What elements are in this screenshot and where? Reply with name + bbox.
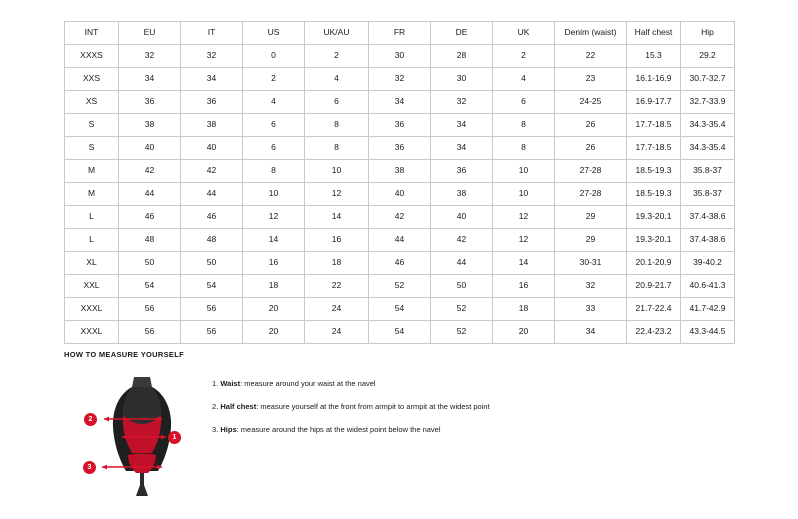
measure-notes-list	[212, 369, 490, 448]
table-cell: 41.7-42.9	[681, 298, 735, 321]
table-cell: 44	[119, 183, 181, 206]
table-cell: 10	[305, 160, 369, 183]
table-cell: 4	[493, 68, 555, 91]
table-cell: 32	[431, 91, 493, 114]
table-cell: 34	[181, 68, 243, 91]
table-cell: 27-28	[555, 183, 627, 206]
table-row	[65, 206, 735, 229]
note-text: : measure around your waist at the navel	[240, 379, 376, 388]
table-cell: 20	[493, 321, 555, 344]
table-cell: 14	[305, 206, 369, 229]
table-cell: 16.1-16.9	[627, 68, 681, 91]
table-cell: 34	[431, 137, 493, 160]
table-cell: 36	[181, 91, 243, 114]
table-cell: 36	[119, 91, 181, 114]
table-cell: 50	[119, 252, 181, 275]
table-cell: 22	[305, 275, 369, 298]
table-cell: 42	[181, 160, 243, 183]
table-cell: 12	[493, 206, 555, 229]
table-cell: 30.7-32.7	[681, 68, 735, 91]
how-to-measure-section	[64, 350, 734, 499]
measure-badge-1: 1	[168, 431, 181, 444]
table-cell: 6	[305, 91, 369, 114]
table-cell: 12	[493, 229, 555, 252]
table-cell: 44	[181, 183, 243, 206]
table-cell: 24	[305, 298, 369, 321]
table-cell: 44	[431, 252, 493, 275]
table-cell: 22.4-23.2	[627, 321, 681, 344]
table-cell: 52	[431, 298, 493, 321]
table-cell: 37.4-38.6	[681, 229, 735, 252]
table-row	[65, 321, 735, 344]
measure-badge-3: 3	[83, 461, 96, 474]
table-cell: 40	[181, 137, 243, 160]
table-cell: 29	[555, 206, 627, 229]
table-cell: 54	[119, 275, 181, 298]
table-cell: 30	[369, 45, 431, 68]
table-cell: 36	[431, 160, 493, 183]
table-cell: 34	[431, 114, 493, 137]
table-cell: 29.2	[681, 45, 735, 68]
table-cell: 16	[493, 275, 555, 298]
note-text: : measure around the hips at the widest point below the navel	[236, 425, 441, 434]
table-cell: 18	[493, 298, 555, 321]
table-cell: 18.5-19.3	[627, 183, 681, 206]
table-cell: 46	[369, 252, 431, 275]
table-cell: 32	[119, 45, 181, 68]
table-cell: 26	[555, 114, 627, 137]
column-header: Hip	[681, 22, 735, 45]
table-cell: 50	[181, 252, 243, 275]
table-row	[65, 114, 735, 137]
note-term: Waist	[220, 379, 241, 388]
size-label-cell: M	[65, 183, 119, 206]
size-label-cell: XXXL	[65, 298, 119, 321]
table-cell: 35.8-37	[681, 160, 735, 183]
measure-note	[212, 425, 490, 434]
table-row	[65, 45, 735, 68]
table-cell: 35.8-37	[681, 183, 735, 206]
table-cell: 29	[555, 229, 627, 252]
measure-note	[212, 379, 490, 388]
note-text: : measure yourself at the front from armpit to armpit at the widest point	[256, 402, 490, 411]
note-term: Half chest	[220, 402, 257, 411]
table-cell: 34.3-35.4	[681, 114, 735, 137]
table-cell: 20	[243, 321, 305, 344]
table-cell: 30-31	[555, 252, 627, 275]
table-cell: 16	[305, 229, 369, 252]
table-cell: 8	[493, 137, 555, 160]
note-number: 2.	[212, 402, 219, 411]
table-cell: 32	[369, 68, 431, 91]
size-label-cell: M	[65, 160, 119, 183]
table-cell: 30	[431, 68, 493, 91]
table-cell: 20.1-20.9	[627, 252, 681, 275]
table-cell: 36	[369, 137, 431, 160]
table-row	[65, 298, 735, 321]
table-cell: 26	[555, 137, 627, 160]
column-header: DE	[431, 22, 493, 45]
table-cell: 27-28	[555, 160, 627, 183]
table-cell: 20	[243, 298, 305, 321]
mannequin-figure-icon	[82, 369, 202, 499]
size-label-cell: XXL	[65, 275, 119, 298]
column-header: Half chest	[627, 22, 681, 45]
table-cell: 43.3-44.5	[681, 321, 735, 344]
column-header: FR	[369, 22, 431, 45]
column-header: UK	[493, 22, 555, 45]
table-cell: 15.3	[627, 45, 681, 68]
note-number: 3.	[212, 425, 219, 434]
table-cell: 40.6-41.3	[681, 275, 735, 298]
table-cell: 40	[119, 137, 181, 160]
table-row	[65, 252, 735, 275]
table-cell: 8	[493, 114, 555, 137]
table-body	[65, 45, 735, 344]
table-cell: 8	[243, 160, 305, 183]
table-cell: 18	[305, 252, 369, 275]
table-cell: 34.3-35.4	[681, 137, 735, 160]
table-cell: 40	[431, 206, 493, 229]
table-cell: 56	[181, 321, 243, 344]
table-cell: 4	[305, 68, 369, 91]
table-cell: 37.4-38.6	[681, 206, 735, 229]
size-table-container	[64, 21, 734, 344]
table-row	[65, 160, 735, 183]
table-row	[65, 68, 735, 91]
table-cell: 20.9-21.7	[627, 275, 681, 298]
table-cell: 24-25	[555, 91, 627, 114]
table-cell: 48	[119, 229, 181, 252]
table-cell: 2	[243, 68, 305, 91]
table-cell: 42	[369, 206, 431, 229]
column-header: US	[243, 22, 305, 45]
mannequin-illustration	[82, 369, 202, 499]
table-cell: 10	[243, 183, 305, 206]
size-label-cell: L	[65, 229, 119, 252]
size-label-cell: XXS	[65, 68, 119, 91]
table-cell: 0	[243, 45, 305, 68]
table-cell: 54	[369, 298, 431, 321]
table-cell: 24	[305, 321, 369, 344]
table-cell: 42	[431, 229, 493, 252]
column-header: UK/AU	[305, 22, 369, 45]
table-cell: 38	[431, 183, 493, 206]
measure-badge-2: 2	[84, 413, 97, 426]
column-header: Denim (waist)	[555, 22, 627, 45]
table-cell: 52	[431, 321, 493, 344]
table-cell: 12	[243, 206, 305, 229]
size-label-cell: XXXS	[65, 45, 119, 68]
table-cell: 54	[181, 275, 243, 298]
table-cell: 6	[243, 137, 305, 160]
table-cell: 14	[243, 229, 305, 252]
table-cell: 34	[119, 68, 181, 91]
table-cell: 38	[369, 160, 431, 183]
table-cell: 19.3-20.1	[627, 229, 681, 252]
table-cell: 19.3-20.1	[627, 206, 681, 229]
table-cell: 6	[243, 114, 305, 137]
table-cell: 17.7-18.5	[627, 114, 681, 137]
size-label-cell: L	[65, 206, 119, 229]
table-cell: 18.5-19.3	[627, 160, 681, 183]
measure-note	[212, 402, 490, 411]
table-cell: 6	[493, 91, 555, 114]
table-cell: 21.7-22.4	[627, 298, 681, 321]
column-header: INT	[65, 22, 119, 45]
table-cell: 32	[555, 275, 627, 298]
table-row	[65, 183, 735, 206]
table-cell: 34	[555, 321, 627, 344]
table-cell: 54	[369, 321, 431, 344]
table-cell: 52	[369, 275, 431, 298]
section-title: HOW TO MEASURE YOURSELF	[64, 350, 184, 359]
table-cell: 56	[119, 298, 181, 321]
table-cell: 50	[431, 275, 493, 298]
table-row	[65, 229, 735, 252]
table-row	[65, 91, 735, 114]
table-cell: 10	[493, 160, 555, 183]
table-cell: 12	[305, 183, 369, 206]
note-term: Hips	[220, 425, 237, 434]
table-cell: 2	[493, 45, 555, 68]
table-cell: 56	[181, 298, 243, 321]
table-cell: 48	[181, 229, 243, 252]
table-cell: 36	[369, 114, 431, 137]
table-cell: 4	[243, 91, 305, 114]
table-cell: 23	[555, 68, 627, 91]
table-cell: 40	[369, 183, 431, 206]
table-cell: 8	[305, 114, 369, 137]
table-cell: 32	[181, 45, 243, 68]
table-cell: 10	[493, 183, 555, 206]
table-cell: 38	[119, 114, 181, 137]
table-cell: 34	[369, 91, 431, 114]
table-cell: 44	[369, 229, 431, 252]
table-row	[65, 275, 735, 298]
table-cell: 56	[119, 321, 181, 344]
table-row	[65, 137, 735, 160]
size-label-cell: XXXL	[65, 321, 119, 344]
table-cell: 42	[119, 160, 181, 183]
table-header-row	[65, 22, 735, 45]
note-number: 1.	[212, 379, 219, 388]
table-cell: 38	[181, 114, 243, 137]
table-cell: 39-40.2	[681, 252, 735, 275]
column-header: EU	[119, 22, 181, 45]
table-cell: 46	[181, 206, 243, 229]
table-cell: 16	[243, 252, 305, 275]
table-cell: 2	[305, 45, 369, 68]
size-chart-table	[64, 21, 735, 344]
table-cell: 22	[555, 45, 627, 68]
table-cell: 16.9-17.7	[627, 91, 681, 114]
size-label-cell: XS	[65, 91, 119, 114]
size-label-cell: XL	[65, 252, 119, 275]
table-cell: 8	[305, 137, 369, 160]
table-cell: 17.7-18.5	[627, 137, 681, 160]
table-cell: 28	[431, 45, 493, 68]
table-cell: 46	[119, 206, 181, 229]
column-header: IT	[181, 22, 243, 45]
table-cell: 33	[555, 298, 627, 321]
table-cell: 32.7-33.9	[681, 91, 735, 114]
table-cell: 18	[243, 275, 305, 298]
table-cell: 14	[493, 252, 555, 275]
size-label-cell: S	[65, 137, 119, 160]
size-label-cell: S	[65, 114, 119, 137]
